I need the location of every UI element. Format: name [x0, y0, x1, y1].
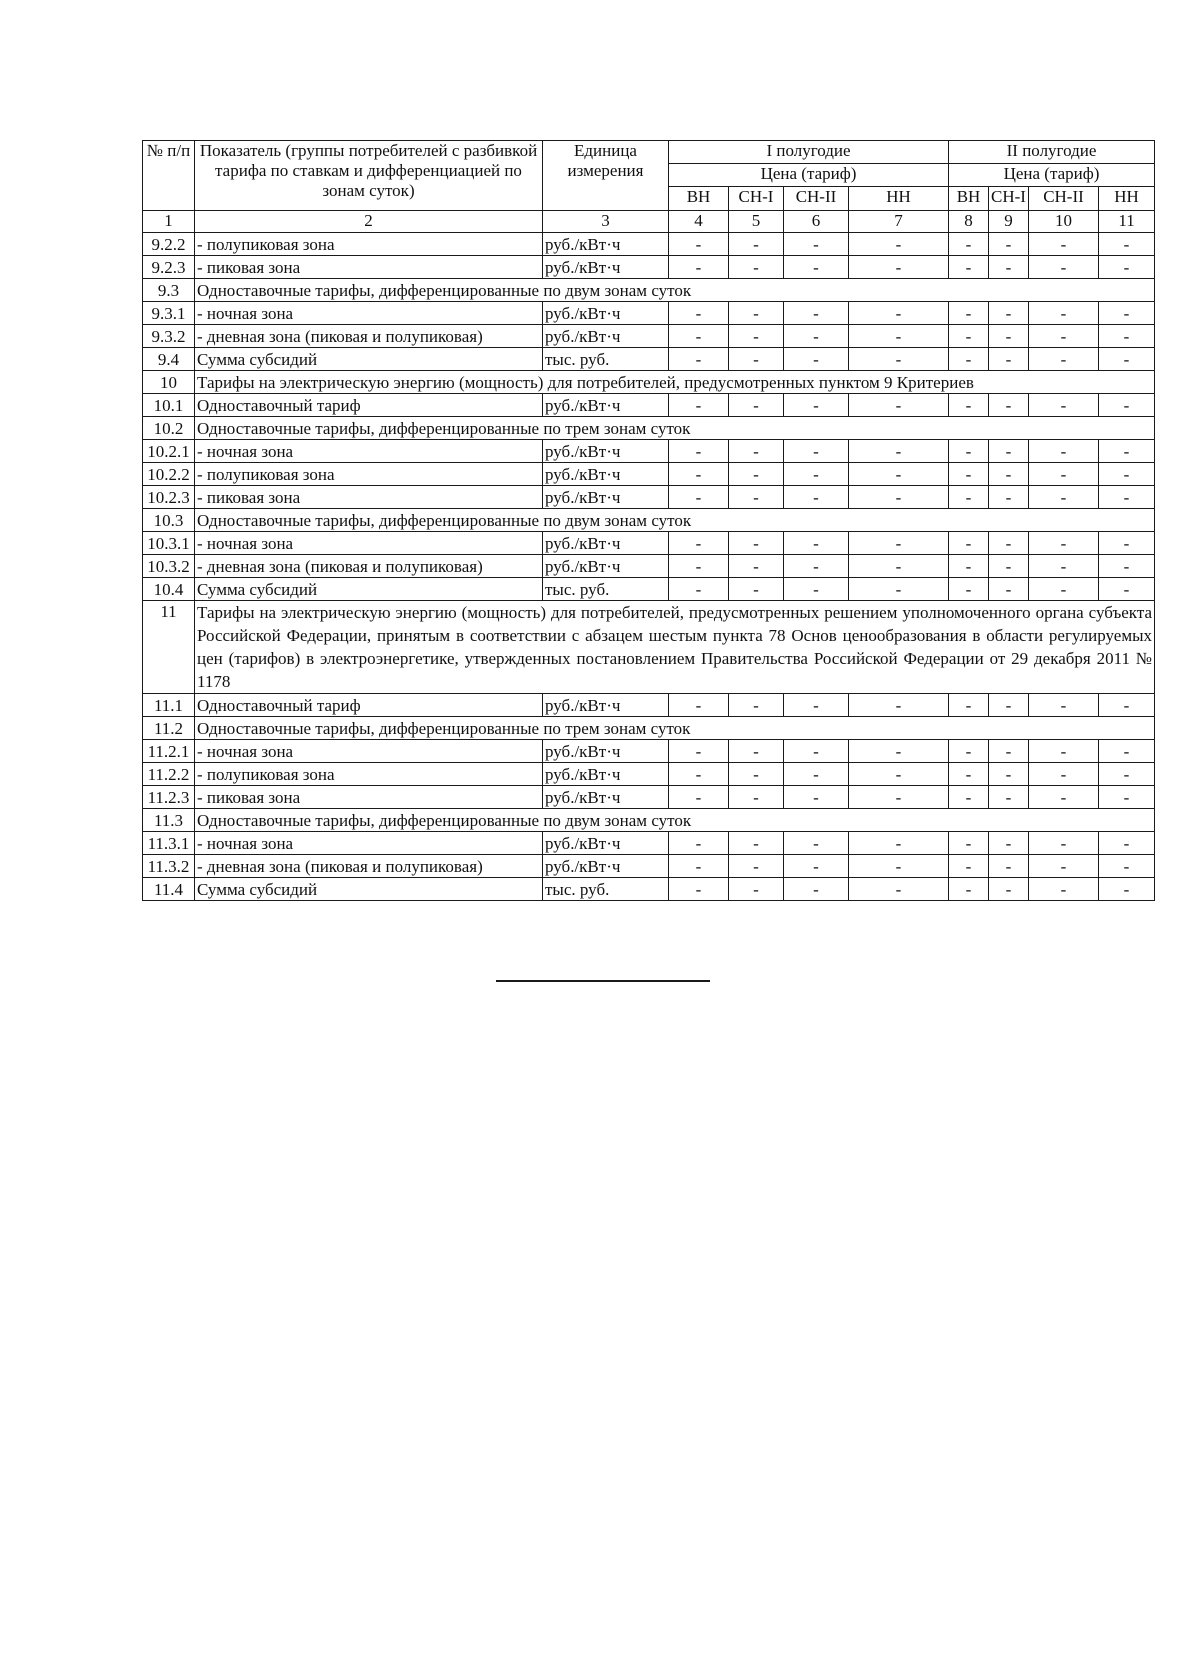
- tariff-value: -: [669, 233, 729, 256]
- col-number: 8: [949, 211, 989, 233]
- tariff-value: -: [949, 486, 989, 509]
- row-number: 9.2.2: [143, 233, 195, 256]
- tariff-value: -: [729, 555, 784, 578]
- tariff-value: -: [729, 256, 784, 279]
- tariff-value: -: [1099, 532, 1155, 555]
- table-row: [143, 394, 1155, 417]
- row-number: 10.2.1: [143, 440, 195, 463]
- row-number: 10.2.2: [143, 463, 195, 486]
- tariff-value: -: [729, 855, 784, 878]
- row-number: 9.2.3: [143, 256, 195, 279]
- tariff-value: -: [989, 440, 1029, 463]
- tariff-value: -: [849, 740, 949, 763]
- tariff-value: -: [729, 740, 784, 763]
- tariff-value: -: [949, 786, 989, 809]
- table-row: [143, 694, 1155, 717]
- tariff-value: -: [784, 786, 849, 809]
- row-indicator: - полупиковая зона: [195, 463, 543, 486]
- tariff-value: -: [1029, 233, 1099, 256]
- tariff-value: -: [1099, 878, 1155, 901]
- row-indicator: Сумма субсидий: [195, 878, 543, 901]
- header-level: ВН: [669, 187, 729, 211]
- tariff-value: -: [989, 394, 1029, 417]
- row-indicator: Сумма субсидий: [195, 578, 543, 601]
- tariff-value: -: [729, 878, 784, 901]
- tariff-value: -: [1029, 832, 1099, 855]
- tariff-value: -: [949, 532, 989, 555]
- tariff-value: -: [1029, 763, 1099, 786]
- table-row: [143, 555, 1155, 578]
- tariff-value: -: [669, 486, 729, 509]
- row-indicator: - пиковая зона: [195, 786, 543, 809]
- row-number: 11.2.1: [143, 740, 195, 763]
- tariff-value: -: [1029, 256, 1099, 279]
- row-unit: руб./кВт·ч: [543, 302, 669, 325]
- section-title: Одноставочные тарифы, дифференцированные по трем зонам суток: [195, 417, 1155, 440]
- tariff-value: -: [1099, 256, 1155, 279]
- table-row: [143, 717, 1155, 740]
- tariff-value: -: [849, 878, 949, 901]
- row-number: 10.1: [143, 394, 195, 417]
- tariff-value: -: [1099, 740, 1155, 763]
- header-half2: II полугодие: [949, 141, 1155, 164]
- table-row: [143, 233, 1155, 256]
- tariff-value: -: [1029, 348, 1099, 371]
- table-row: [143, 371, 1155, 394]
- tariff-value: -: [849, 463, 949, 486]
- tariff-value: -: [1029, 394, 1099, 417]
- tariff-value: -: [729, 763, 784, 786]
- tariff-value: -: [669, 325, 729, 348]
- tariff-value: -: [784, 532, 849, 555]
- tariff-value: -: [1029, 578, 1099, 601]
- tariff-value: -: [784, 463, 849, 486]
- table-row: [143, 302, 1155, 325]
- row-unit: руб./кВт·ч: [543, 463, 669, 486]
- tariff-value: -: [989, 578, 1029, 601]
- tariff-value: -: [669, 578, 729, 601]
- end-rule: [496, 980, 710, 982]
- table-row: [143, 279, 1155, 302]
- tariff-value: -: [1029, 878, 1099, 901]
- tariff-value: -: [989, 878, 1029, 901]
- header-level: СН-I: [989, 187, 1029, 211]
- tariff-value: -: [1029, 486, 1099, 509]
- tariff-value: -: [784, 555, 849, 578]
- tariff-value: -: [849, 440, 949, 463]
- tariff-value: -: [949, 233, 989, 256]
- tariff-value: -: [1029, 694, 1099, 717]
- table-row: [143, 763, 1155, 786]
- tariff-value: -: [849, 832, 949, 855]
- tariff-value: -: [949, 302, 989, 325]
- row-number: 9.4: [143, 348, 195, 371]
- table-row: [143, 440, 1155, 463]
- tariff-value: -: [1099, 302, 1155, 325]
- tariff-value: -: [669, 440, 729, 463]
- col-number: 11: [1099, 211, 1155, 233]
- tariff-value: -: [849, 555, 949, 578]
- row-indicator: - дневная зона (пиковая и полупиковая): [195, 325, 543, 348]
- header-level: НН: [1099, 187, 1155, 211]
- table-row: [143, 809, 1155, 832]
- row-unit: руб./кВт·ч: [543, 394, 669, 417]
- tariff-value: -: [849, 763, 949, 786]
- tariff-value: -: [989, 555, 1029, 578]
- tariff-value: -: [1099, 325, 1155, 348]
- tariff-value: -: [849, 394, 949, 417]
- header-num: № п/п: [143, 141, 195, 211]
- table-row: [143, 786, 1155, 809]
- header-half1: I полугодие: [669, 141, 949, 164]
- row-number: 9.3: [143, 279, 195, 302]
- tariff-value: -: [784, 740, 849, 763]
- tariff-value: -: [849, 694, 949, 717]
- tariff-value: -: [949, 740, 989, 763]
- tariff-value: -: [669, 463, 729, 486]
- header-level: СН-II: [1029, 187, 1099, 211]
- tariff-value: -: [729, 532, 784, 555]
- row-number: 11: [143, 601, 195, 694]
- row-number: 11.3.1: [143, 832, 195, 855]
- row-indicator: - ночная зона: [195, 740, 543, 763]
- tariff-value: -: [989, 256, 1029, 279]
- row-number: 11.3: [143, 809, 195, 832]
- row-indicator: - ночная зона: [195, 832, 543, 855]
- row-unit: руб./кВт·ч: [543, 486, 669, 509]
- tariff-value: -: [989, 855, 1029, 878]
- tariff-value: -: [849, 578, 949, 601]
- tariff-value: -: [989, 233, 1029, 256]
- section-title: Одноставочные тарифы, дифференцированные по трем зонам суток: [195, 717, 1155, 740]
- tariff-value: -: [989, 463, 1029, 486]
- tariff-value: -: [729, 302, 784, 325]
- tariff-value: -: [849, 486, 949, 509]
- row-number: 11.4: [143, 878, 195, 901]
- row-unit: тыс. руб.: [543, 348, 669, 371]
- header-indicator: Показатель (группы потребителей с разбивкой тарифа по ставкам и дифференциацией по зонам суток): [195, 141, 543, 211]
- row-indicator: - полупиковая зона: [195, 763, 543, 786]
- tariff-value: -: [784, 855, 849, 878]
- tariff-value: -: [1099, 348, 1155, 371]
- tariff-value: -: [669, 786, 729, 809]
- tariff-value: -: [729, 463, 784, 486]
- row-indicator: - дневная зона (пиковая и полупиковая): [195, 555, 543, 578]
- tariff-value: -: [949, 394, 989, 417]
- tariff-value: -: [669, 763, 729, 786]
- row-number: 9.3.2: [143, 325, 195, 348]
- tariff-value: -: [784, 325, 849, 348]
- row-unit: руб./кВт·ч: [543, 233, 669, 256]
- table-row: [143, 855, 1155, 878]
- tariff-value: -: [849, 302, 949, 325]
- table-row: [143, 325, 1155, 348]
- tariff-value: -: [1029, 855, 1099, 878]
- table-row: [143, 578, 1155, 601]
- tariff-value: -: [949, 555, 989, 578]
- row-unit: тыс. руб.: [543, 578, 669, 601]
- section-title: Тарифы на электрическую энергию (мощность) для потребителей, предусмотренных решением уполномоченного органа субъекта Российской Федерации, принятым в соответствии с абзацем шестым пункта 78 Основ ценообразования в области регулируемых цен (тарифов) в электроэнергетике, утвержденных постановлением Правительства Российской Федерации от 29 декабря 2011 № 1178: [195, 601, 1155, 694]
- tariff-value: -: [989, 532, 1029, 555]
- tariff-value: -: [949, 578, 989, 601]
- section-title: Одноставочные тарифы, дифференцированные по двум зонам суток: [195, 809, 1155, 832]
- tariff-value: -: [729, 440, 784, 463]
- tariff-value: -: [949, 440, 989, 463]
- tariff-value: -: [1099, 394, 1155, 417]
- table-header: [143, 141, 1155, 233]
- tariff-value: -: [784, 394, 849, 417]
- tariff-value: -: [669, 532, 729, 555]
- table-row: [143, 463, 1155, 486]
- tariff-value: -: [949, 878, 989, 901]
- section-title: Тарифы на электрическую энергию (мощность) для потребителей, предусмотренных пунктом 9 Критериев: [195, 371, 1155, 394]
- tariff-value: -: [784, 694, 849, 717]
- tariff-value: -: [1029, 532, 1099, 555]
- tariff-value: -: [669, 855, 729, 878]
- table-row: [143, 532, 1155, 555]
- tariff-value: -: [1029, 740, 1099, 763]
- col-number: 5: [729, 211, 784, 233]
- row-indicator: - пиковая зона: [195, 256, 543, 279]
- tariff-value: -: [1029, 786, 1099, 809]
- table-row: [143, 348, 1155, 371]
- row-number: 11.3.2: [143, 855, 195, 878]
- header-price-2: Цена (тариф): [949, 164, 1155, 187]
- row-unit: руб./кВт·ч: [543, 256, 669, 279]
- tariff-value: -: [949, 855, 989, 878]
- row-number: 11.2.2: [143, 763, 195, 786]
- col-number: 4: [669, 211, 729, 233]
- row-unit: руб./кВт·ч: [543, 740, 669, 763]
- tariff-value: -: [729, 786, 784, 809]
- tariff-value: -: [1029, 463, 1099, 486]
- tariff-value: -: [1099, 855, 1155, 878]
- header-price-1: Цена (тариф): [669, 164, 949, 187]
- header-level: СН-I: [729, 187, 784, 211]
- tariff-value: -: [849, 786, 949, 809]
- table-row: [143, 256, 1155, 279]
- tariff-value: -: [949, 463, 989, 486]
- tariff-value: -: [784, 486, 849, 509]
- tariff-table: [142, 140, 1155, 901]
- row-unit: руб./кВт·ч: [543, 832, 669, 855]
- tariff-value: -: [729, 233, 784, 256]
- tariff-value: -: [1099, 440, 1155, 463]
- table-row: [143, 486, 1155, 509]
- section-title: Одноставочные тарифы, дифференцированные по двум зонам суток: [195, 509, 1155, 532]
- tariff-value: -: [669, 302, 729, 325]
- row-unit: руб./кВт·ч: [543, 440, 669, 463]
- tariff-value: -: [1099, 486, 1155, 509]
- tariff-value: -: [989, 325, 1029, 348]
- col-number: 7: [849, 211, 949, 233]
- tariff-value: -: [729, 486, 784, 509]
- tariff-value: -: [989, 302, 1029, 325]
- tariff-value: -: [784, 302, 849, 325]
- tariff-value: -: [669, 555, 729, 578]
- tariff-value: -: [949, 763, 989, 786]
- header-unit: Единица измерения: [543, 141, 669, 211]
- table-row: [143, 878, 1155, 901]
- tariff-value: -: [729, 325, 784, 348]
- row-indicator: Одноставочный тариф: [195, 694, 543, 717]
- row-number: 10.3.2: [143, 555, 195, 578]
- row-unit: руб./кВт·ч: [543, 532, 669, 555]
- row-indicator: - ночная зона: [195, 532, 543, 555]
- table-body: [143, 233, 1155, 901]
- tariff-value: -: [1099, 763, 1155, 786]
- table-row: [143, 417, 1155, 440]
- tariff-value: -: [784, 832, 849, 855]
- tariff-value: -: [1099, 786, 1155, 809]
- row-number: 10.3: [143, 509, 195, 532]
- section-title: Одноставочные тарифы, дифференцированные по двум зонам суток: [195, 279, 1155, 302]
- tariff-value: -: [849, 325, 949, 348]
- row-number: 10.2.3: [143, 486, 195, 509]
- tariff-value: -: [1029, 555, 1099, 578]
- tariff-value: -: [729, 348, 784, 371]
- tariff-value: -: [784, 233, 849, 256]
- row-indicator: Одноставочный тариф: [195, 394, 543, 417]
- col-number: 9: [989, 211, 1029, 233]
- row-indicator: - полупиковая зона: [195, 233, 543, 256]
- row-number: 10: [143, 371, 195, 394]
- tariff-value: -: [989, 348, 1029, 371]
- table-row: [143, 601, 1155, 694]
- col-number: 1: [143, 211, 195, 233]
- header-level: СН-II: [784, 187, 849, 211]
- tariff-value: -: [669, 394, 729, 417]
- row-unit: руб./кВт·ч: [543, 786, 669, 809]
- tariff-value: -: [849, 348, 949, 371]
- tariff-value: -: [669, 878, 729, 901]
- row-unit: руб./кВт·ч: [543, 555, 669, 578]
- tariff-value: -: [949, 348, 989, 371]
- tariff-value: -: [1099, 233, 1155, 256]
- table-row: [143, 509, 1155, 532]
- row-indicator: - ночная зона: [195, 440, 543, 463]
- header-level: НН: [849, 187, 949, 211]
- row-unit: руб./кВт·ч: [543, 855, 669, 878]
- tariff-value: -: [989, 694, 1029, 717]
- row-unit: тыс. руб.: [543, 878, 669, 901]
- tariff-value: -: [729, 578, 784, 601]
- tariff-value: -: [1099, 694, 1155, 717]
- tariff-value: -: [784, 440, 849, 463]
- row-number: 9.3.1: [143, 302, 195, 325]
- tariff-value: -: [669, 694, 729, 717]
- row-unit: руб./кВт·ч: [543, 763, 669, 786]
- tariff-value: -: [1099, 578, 1155, 601]
- tariff-value: -: [1099, 555, 1155, 578]
- tariff-value: -: [949, 325, 989, 348]
- tariff-value: -: [669, 832, 729, 855]
- col-number: 3: [543, 211, 669, 233]
- table-row: [143, 740, 1155, 763]
- row-number: 10.2: [143, 417, 195, 440]
- tariff-value: -: [1029, 325, 1099, 348]
- tariff-value: -: [784, 763, 849, 786]
- tariff-value: -: [849, 233, 949, 256]
- row-number: 11.2: [143, 717, 195, 740]
- tariff-value: -: [989, 832, 1029, 855]
- col-number: 10: [1029, 211, 1099, 233]
- tariff-value: -: [949, 256, 989, 279]
- tariff-value: -: [784, 578, 849, 601]
- tariff-value: -: [669, 740, 729, 763]
- tariff-value: -: [1099, 832, 1155, 855]
- tariff-value: -: [989, 763, 1029, 786]
- tariff-value: -: [1099, 463, 1155, 486]
- row-unit: руб./кВт·ч: [543, 694, 669, 717]
- tariff-value: -: [1029, 302, 1099, 325]
- tariff-value: -: [949, 694, 989, 717]
- tariff-value: -: [849, 256, 949, 279]
- row-indicator: - ночная зона: [195, 302, 543, 325]
- row-number: 11.2.3: [143, 786, 195, 809]
- tariff-value: -: [729, 394, 784, 417]
- row-number: 11.1: [143, 694, 195, 717]
- col-number: 6: [784, 211, 849, 233]
- tariff-value: -: [784, 878, 849, 901]
- tariff-value: -: [669, 256, 729, 279]
- row-unit: руб./кВт·ч: [543, 325, 669, 348]
- header-level: ВН: [949, 187, 989, 211]
- col-number: 2: [195, 211, 543, 233]
- tariff-value: -: [989, 786, 1029, 809]
- tariff-value: -: [849, 532, 949, 555]
- tariff-value: -: [784, 256, 849, 279]
- tariff-value: -: [949, 832, 989, 855]
- tariff-value: -: [729, 832, 784, 855]
- tariff-value: -: [989, 486, 1029, 509]
- row-indicator: Сумма субсидий: [195, 348, 543, 371]
- tariff-value: -: [989, 740, 1029, 763]
- tariff-value: -: [669, 348, 729, 371]
- tariff-value: -: [1029, 440, 1099, 463]
- tariff-value: -: [729, 694, 784, 717]
- tariff-value: -: [784, 348, 849, 371]
- row-indicator: - пиковая зона: [195, 486, 543, 509]
- table-row: [143, 832, 1155, 855]
- tariff-value: -: [849, 855, 949, 878]
- row-number: 10.3.1: [143, 532, 195, 555]
- row-number: 10.4: [143, 578, 195, 601]
- row-indicator: - дневная зона (пиковая и полупиковая): [195, 855, 543, 878]
